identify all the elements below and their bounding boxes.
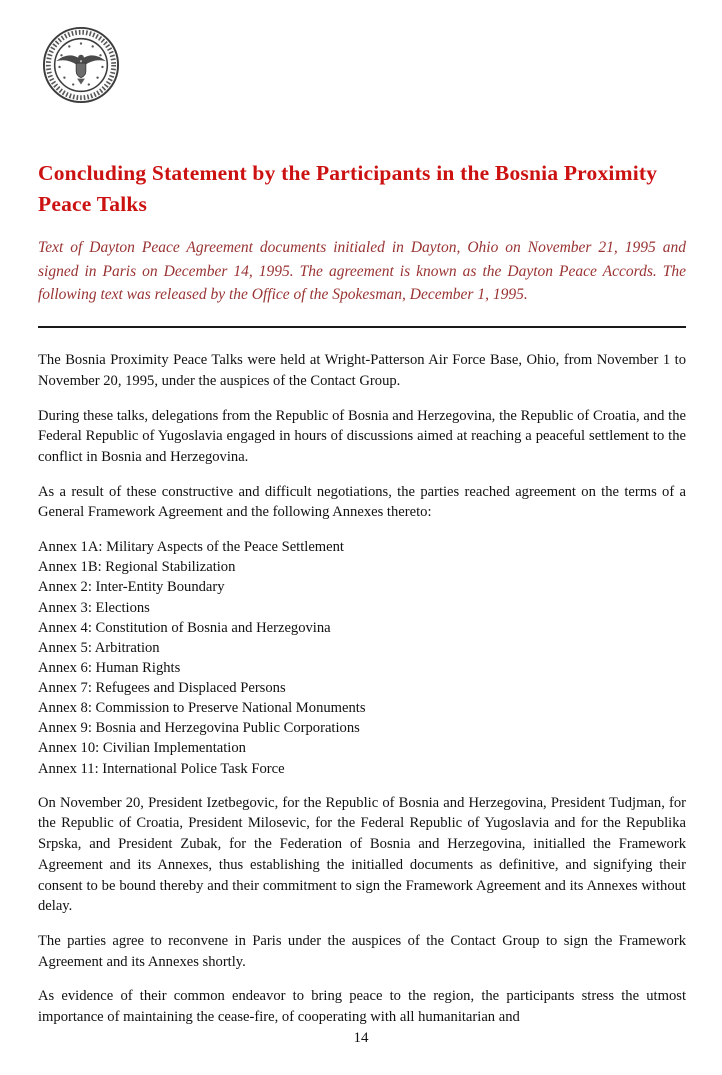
annex-list-item: Annex 11: International Police Task Force	[38, 760, 285, 777]
annex-list-item: Annex 5: Arbitration	[38, 639, 160, 656]
paragraph: The Bosnia Proximity Peace Talks were held at Wright-Patterson Air Force Base, Ohio, from November 1 to November 20, 1995, under the auspices of the Contact Group.	[38, 352, 686, 389]
annex-list-item: Annex 1A: Military Aspects of the Peace Settlement	[38, 539, 344, 556]
annex-list-item: Annex 3: Elections	[38, 599, 150, 616]
document-body	[38, 350, 686, 1028]
paragraph: As a result of these constructive and difficult negotiations, the parties reached agreement on the terms of a General Framework Agreement and the following Annexes thereto:	[38, 483, 686, 521]
paragraph: The parties agree to reconvene in Paris under the auspices of the Contact Group to sign the Framework Agreement and its Annexes shortly.	[38, 932, 686, 970]
horizontal-rule	[38, 326, 686, 328]
annex-list	[38, 537, 686, 779]
annex-list-item: Annex 7: Refugees and Displaced Persons	[38, 680, 286, 696]
annex-list-item: Annex 2: Inter-Entity Boundary	[38, 579, 225, 596]
document-content	[38, 0, 686, 1042]
annex-list-item: Annex 9: Bosnia and Herzegovina Public Corporations	[38, 720, 360, 737]
document-intro-note: Text of Dayton Peace Agreement documents initialed in Dayton, Ohio on November 21, 1995 and signed in Paris on December 14, 1995. The agreement is known as the Dayton Peace Accords. The following text was released by the Office of the Spokesman, December 1, 1995.	[38, 239, 686, 303]
page-number: 14	[353, 1030, 369, 1046]
annex-list-item: Annex 8: Commission to Preserve National Monuments	[38, 700, 366, 717]
annex-list-item: Annex 6: Human Rights	[38, 659, 181, 676]
paragraph: As evidence of their common endeavor to bring peace to the region, the participants stress the utmost importance of maintaining the cease-fire, of cooperating with all humanitarian and	[38, 988, 686, 1026]
document-title: Concluding Statement by the Participants in the Bosnia Proximity Peace Talks	[38, 161, 658, 217]
annex-list-item: Annex 4: Constitution of Bosnia and Herzegovina	[38, 619, 331, 636]
paragraph: During these talks, delegations from the Republic of Bosnia and Herzegovina, the Republic of Croatia, and the Federal Republic of Yugoslavia engaged in hours of discussions aimed at reaching a peaceful settlement to the conflict in Bosnia and Herzegovina.	[38, 407, 686, 465]
annex-list-item: Annex 10: Civilian Implementation	[38, 740, 246, 757]
annex-list-item: Annex 1B: Regional Stabilization	[38, 559, 236, 576]
paragraph: On November 20, President Izetbegovic, for the Republic of Bosnia and Herzegovina, President Tudjman, for the Republic of Croatia, President Milosevic, for the Federal Republic of Yugoslavia and for the Republika Srpska, and President Zubak, for the Federation of Bosnia and Herzegovina, initialled the Framework Agreement and its Annexes, thus establishing the initialled documents as definitive, and signifying their consent to be bound thereby and their commitment to sign the Framework Agreement and its Annexes without delay.	[38, 794, 686, 915]
